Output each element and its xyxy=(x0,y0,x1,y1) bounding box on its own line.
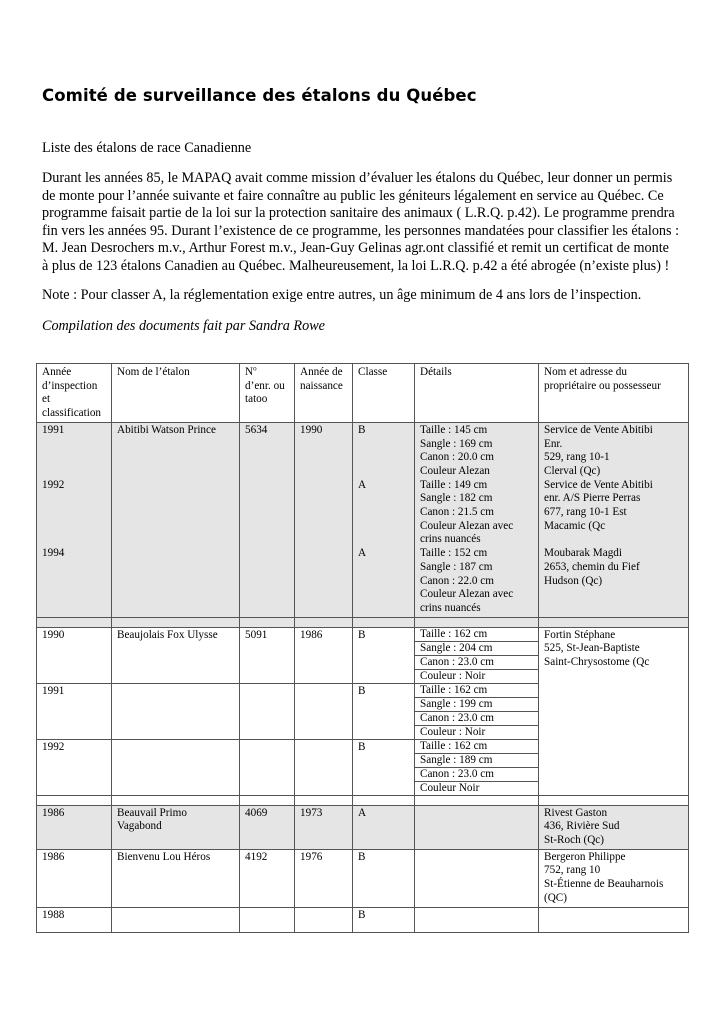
document-title: Comité de surveillance des étalons du Québec xyxy=(42,86,477,105)
list-subtitle: Liste des étalons de race Canadienne xyxy=(42,140,252,156)
header-classe: Classe xyxy=(353,364,415,423)
intro-line: programme faisait partie de la loi sur la protection sanitaire des animaux ( L.R.Q. p.42). Le programme prendra xyxy=(42,205,675,221)
cell-name: Abitibi Watson Prince xyxy=(112,422,240,617)
cell-owner: Service de Vente Abitibi Enr. 529, rang 10-1 Clerval (Qc) Service de Vente Abitibi enr. A/S Pierre Perras 677, rang 10-1 Est Macamic (Qc Moubarak Magdi 2653, chemin du Fief Hudson (Qc) xyxy=(539,422,689,617)
header-annee: Année d’inspection et classification xyxy=(37,364,112,423)
cell-details: Taille : 162 cm Sangle : 199 cm Canon : 23.0 cm Couleur : Noir xyxy=(415,683,539,739)
cell-number: 5091 xyxy=(240,627,295,683)
table-row xyxy=(37,422,689,617)
cell-details: Taille : 145 cm Sangle : 169 cm Canon : 20.0 cm Couleur Alezan Taille : 149 cm Sangle : 182 cm Canon : 21.5 cm Couleur Alezan avec crins nuancés Taille : 152 cm Sangle : 187 cm Canon : 22.0 cm Couleur Alezan avec crins nuancés xyxy=(415,422,539,617)
table-row: 1990 Beaujolais Fox Ulysse 5091 1986 B Taille : 162 cm Sangle : 204 cm Canon : 23.0 cm Couleur : Noir Fortin Stéphane 525, St-Jean-Baptiste Saint-Chrysostome (Qc xyxy=(37,627,689,683)
cell-number: 4069 xyxy=(240,805,295,849)
intro-line: fin vers les années 95. Durant l’existence de ce programme, les personnes mandatées pour classifier les étalons : xyxy=(42,222,680,239)
cell-birth: 1976 xyxy=(295,849,353,907)
header-details: Détails xyxy=(415,364,539,423)
intro-line: de monte pour l’année suivante et faire connaître au public les géniteurs légalement en service au Québec. Ce xyxy=(42,187,664,204)
cell-years: 1991 1992 1994 xyxy=(37,422,112,617)
table-row: 1991 B Taille : 162 cm Sangle : 199 cm Canon : 23.0 cm Couleur : Noir xyxy=(37,683,689,739)
table-row: 1992 B Taille : 162 cm Sangle : 189 cm Canon : 23.0 cm Couleur Noir xyxy=(37,739,689,795)
table-header-row xyxy=(37,364,689,423)
intro-line: Durant les années 85, le MAPAQ avait comme mission d’évaluer les étalons du Québec, leur donner un permis xyxy=(42,170,673,186)
table-separator xyxy=(37,617,689,627)
cell-details xyxy=(415,805,539,849)
note-paragraph: Note : Pour classer A, la réglementation exige entre autres, un âge minimum de 4 ans lors de l’inspection. xyxy=(42,287,642,303)
stallion-table xyxy=(36,363,689,933)
table-row: 1988 B xyxy=(37,907,689,932)
cell-name: Beaujolais Fox Ulysse xyxy=(112,627,240,683)
intro-line: à plus de 123 étalons Canadien au Québec. Malheureusement, la loi L.R.Q. p.42 a été abrogée (n’existe plus) ! xyxy=(42,257,670,274)
table-row: 1986 Beauvail Primo Vagabond 4069 1973 A Rivest Gaston 436, Rivière Sud St-Roch (Qc) xyxy=(37,805,689,849)
compilation-credit: Compilation des documents fait par Sandra Rowe xyxy=(42,318,325,334)
cell-owner: Fortin Stéphane 525, St-Jean-Baptiste Saint-Chrysostome (Qc xyxy=(539,627,689,795)
cell-details: Taille : 162 cm Sangle : 189 cm Canon : 23.0 cm Couleur Noir xyxy=(415,739,539,795)
cell-owner: Rivest Gaston 436, Rivière Sud St-Roch (Qc) xyxy=(539,805,689,849)
intro-line: M. Jean Desrochers m.v., Arthur Forest m.v., Jean-Guy Gelinas agr.ont classifié et remit un certificat de monte xyxy=(42,240,669,256)
cell-details xyxy=(415,849,539,907)
cell-owner: Bergeron Philippe 752, rang 10 St-Étienne de Beauharnois (QC) xyxy=(539,849,689,907)
header-nom: Nom de l’étalon xyxy=(112,364,240,423)
cell-name: Bienvenu Lou Héros xyxy=(112,849,240,907)
header-proprietaire: Nom et adresse du propriétaire ou possesseur xyxy=(539,364,689,423)
cell-number: 5634 xyxy=(240,422,295,617)
cell-details: Taille : 162 cm Sangle : 204 cm Canon : 23.0 cm Couleur : Noir xyxy=(415,627,539,683)
header-numero: $N^o$ d’enr. ou tatoo xyxy=(240,364,295,423)
cell-classes: B A A xyxy=(353,422,415,617)
table-separator xyxy=(37,795,689,805)
cell-number: 4192 xyxy=(240,849,295,907)
cell-birth: 1986 xyxy=(295,627,353,683)
intro-paragraph xyxy=(42,170,692,275)
cell-birth: 1973 xyxy=(295,805,353,849)
cell-name: Beauvail Primo Vagabond xyxy=(112,805,240,849)
header-naissance: Année de naissance xyxy=(295,364,353,423)
table-row: 1986 Bienvenu Lou Héros 4192 1976 B Bergeron Philippe 752, rang 10 St-Étienne de Beauharnois (QC) xyxy=(37,849,689,907)
cell-birth: 1990 xyxy=(295,422,353,617)
